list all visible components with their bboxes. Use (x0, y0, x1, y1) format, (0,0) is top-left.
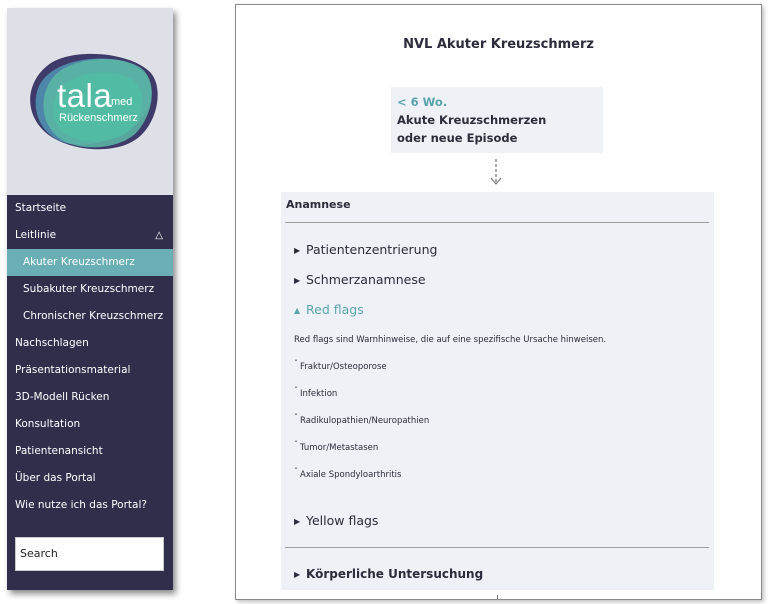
sidebar-item-label: Nachschlagen (15, 337, 89, 349)
red-flag-item-spondyloarthritis[interactable] (294, 467, 402, 480)
accordion-schmerzanamnese[interactable] (294, 272, 426, 287)
red-flag-label: Tumor/Metastasen (300, 443, 379, 453)
red-flag-label: Radikulopathien/Neuropathien (300, 416, 430, 426)
sidebar-item-label: Über das Portal (15, 472, 96, 484)
accordion-label: Yellow flags (306, 513, 379, 528)
triangle-up-icon[interactable]: △ (155, 230, 163, 241)
dashed-arrow-down-icon (488, 157, 504, 189)
anamnese-section (281, 192, 714, 590)
sidebar-item-praesentationsmaterial[interactable] (7, 357, 173, 384)
sidebar-item-label: Akuter Kreuzschmerz (23, 256, 135, 268)
divider (285, 547, 709, 548)
episode-text: Akute Kreuzschmerzen oder neue Episode (397, 113, 547, 145)
red-flag-item-fraktur[interactable] (294, 359, 387, 372)
logo-wordmark: tala (57, 77, 113, 114)
sidebar-item-label: Präsentationsmaterial (15, 364, 131, 376)
episode-duration: < 6 Wo. (397, 95, 448, 109)
accordion-patientenzentrierung[interactable] (294, 242, 437, 257)
sidebar-item-label: Chronischer Kreuzschmerz (23, 310, 164, 322)
accordion-label: Red flags (306, 302, 364, 317)
sidebar-item-akuter-kreuzschmerz[interactable] (7, 249, 173, 276)
sidebar-item-label: Wie nutze ich das Portal? (15, 499, 147, 511)
section-title: Anamnese (286, 198, 351, 211)
red-flag-item-tumor[interactable] (294, 440, 379, 453)
triangle-right-icon: ▶ (294, 517, 301, 526)
sidebar-nav (7, 195, 173, 519)
triangle-up-icon: ▲ (294, 306, 301, 315)
sidebar-item-label: 3D-Modell Rücken (15, 391, 110, 403)
accordion-yellow-flags[interactable] (294, 513, 378, 528)
connector-line (497, 595, 498, 600)
logo-area (7, 8, 173, 195)
sidebar-item-patientenansicht[interactable] (7, 438, 173, 465)
chevron-down-icon: ˇ (294, 413, 298, 422)
sidebar-item-nachschlagen[interactable] (7, 330, 173, 357)
episode-box (391, 87, 603, 153)
search-input[interactable]: Search (15, 537, 164, 571)
triangle-right-icon: ▶ (294, 276, 301, 285)
triangle-right-icon: ▶ (294, 246, 301, 255)
sidebar-item-leitlinie[interactable] (7, 222, 173, 249)
triangle-right-icon: ▶ (294, 570, 301, 579)
red-flag-label: Fraktur/Osteoporose (300, 362, 387, 372)
accordion-red-flags[interactable] (294, 302, 364, 317)
sidebar-item-label: Subakuter Kreuzschmerz (23, 283, 155, 295)
divider (285, 222, 709, 223)
sidebar-item-3d-modell[interactable] (7, 384, 173, 411)
logo-subtitle: Rückenschmerz (59, 112, 138, 124)
sidebar-item-ueber-das-portal[interactable] (7, 465, 173, 492)
main-content (235, 4, 762, 600)
sidebar (7, 8, 173, 590)
sidebar-item-label: Konsultation (15, 418, 81, 430)
accordion-label: Körperliche Untersuchung (306, 567, 484, 581)
sidebar-item-startseite[interactable] (7, 195, 173, 222)
accordion-koerperliche-untersuchung[interactable] (294, 567, 483, 581)
sidebar-item-label: Startseite (15, 202, 67, 214)
red-flag-item-infektion[interactable] (294, 386, 338, 399)
chevron-down-icon: ˇ (294, 386, 298, 395)
sidebar-item-label: Patientenansicht (15, 445, 103, 457)
sidebar-item-chronischer-kreuzschmerz[interactable] (7, 303, 173, 330)
red-flags-description: Red flags sind Warnhinweise, die auf eine spezifische Ursache hinweisen. (294, 335, 607, 345)
accordion-label: Schmerzanamnese (306, 272, 426, 287)
accordion-label: Patientenzentrierung (306, 242, 438, 257)
chevron-down-icon: ˇ (294, 359, 298, 368)
red-flag-label: Axiale Spondyloarthritis (300, 470, 402, 480)
sidebar-item-label: Leitlinie (15, 229, 57, 241)
chevron-down-icon: ˇ (294, 467, 298, 476)
sidebar-item-wie-nutze-ich[interactable] (7, 492, 173, 519)
red-flag-label: Infektion (300, 389, 338, 399)
logo-suffix: med (111, 96, 133, 108)
sidebar-item-konsultation[interactable] (7, 411, 173, 438)
chevron-down-icon: ˇ (294, 440, 298, 449)
page-title: NVL Akuter Kreuzschmerz (403, 37, 594, 52)
sidebar-item-subakuter-kreuzschmerz[interactable] (7, 276, 173, 303)
red-flag-item-radikulopathien[interactable] (294, 413, 430, 426)
